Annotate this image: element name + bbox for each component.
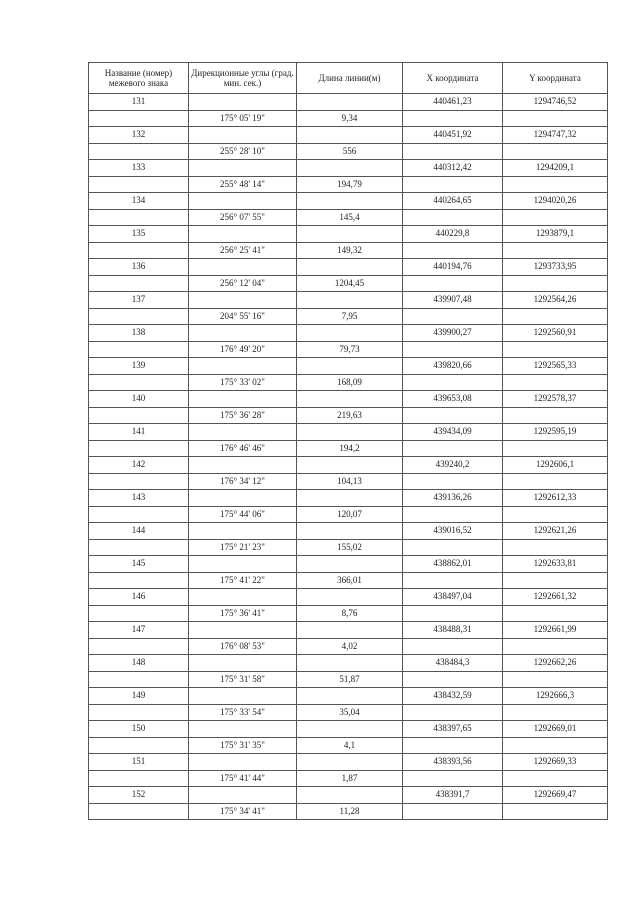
header-point-name: Название (номер) межевого знака xyxy=(89,63,189,94)
point-name-cell: 133 xyxy=(89,160,189,177)
empty-cell xyxy=(503,143,608,160)
empty-cell xyxy=(89,341,189,358)
empty-cell xyxy=(403,737,503,754)
empty-cell xyxy=(403,275,503,292)
line-length-cell: 556 xyxy=(297,143,403,160)
point-name-cell: 134 xyxy=(89,193,189,210)
x-coordinate-cell: 439434,09 xyxy=(403,424,503,441)
empty-cell xyxy=(297,655,403,672)
table-row xyxy=(89,754,608,771)
empty-cell xyxy=(189,160,297,177)
table-row xyxy=(89,721,608,738)
empty-cell xyxy=(503,704,608,721)
point-name-cell: 145 xyxy=(89,556,189,573)
y-coordinate-cell: 1292661,99 xyxy=(503,622,608,639)
table-row xyxy=(89,605,608,622)
empty-cell xyxy=(503,803,608,820)
empty-cell xyxy=(403,704,503,721)
line-length-cell: 9,34 xyxy=(297,110,403,127)
table-row xyxy=(89,259,608,276)
table-row xyxy=(89,622,608,639)
direction-angle-cell: 175° 33' 54" xyxy=(189,704,297,721)
empty-cell xyxy=(503,209,608,226)
x-coordinate-cell: 438488,31 xyxy=(403,622,503,639)
table-row xyxy=(89,671,608,688)
y-coordinate-cell: 1292669,33 xyxy=(503,754,608,771)
header-direction-angle: Дирекционные углы (град. мин. сек.) xyxy=(189,63,297,94)
x-coordinate-cell: 440451,92 xyxy=(403,127,503,144)
empty-cell xyxy=(189,622,297,639)
table-row xyxy=(89,655,608,672)
empty-cell xyxy=(189,754,297,771)
direction-angle-cell: 176° 34' 12" xyxy=(189,473,297,490)
header-row xyxy=(89,63,608,94)
empty-cell xyxy=(189,787,297,804)
line-length-cell: 149,32 xyxy=(297,242,403,259)
point-name-cell: 149 xyxy=(89,688,189,705)
empty-cell xyxy=(89,242,189,259)
line-length-cell: 4,1 xyxy=(297,737,403,754)
empty-cell xyxy=(403,341,503,358)
table-row xyxy=(89,407,608,424)
x-coordinate-cell: 440264,65 xyxy=(403,193,503,210)
y-coordinate-cell: 1292564,26 xyxy=(503,292,608,309)
empty-cell xyxy=(89,671,189,688)
empty-cell xyxy=(503,275,608,292)
empty-cell xyxy=(403,209,503,226)
empty-cell xyxy=(89,539,189,556)
empty-cell xyxy=(403,374,503,391)
y-coordinate-cell: 1292661,32 xyxy=(503,589,608,606)
empty-cell xyxy=(189,655,297,672)
empty-cell xyxy=(503,242,608,259)
line-length-cell: 1204,45 xyxy=(297,275,403,292)
line-length-cell: 104,13 xyxy=(297,473,403,490)
empty-cell xyxy=(403,572,503,589)
line-length-cell: 155,02 xyxy=(297,539,403,556)
empty-cell xyxy=(503,572,608,589)
point-name-cell: 131 xyxy=(89,94,189,111)
table-row xyxy=(89,803,608,820)
empty-cell xyxy=(189,457,297,474)
empty-cell xyxy=(189,193,297,210)
empty-cell xyxy=(403,407,503,424)
empty-cell xyxy=(89,440,189,457)
y-coordinate-cell: 1292595,19 xyxy=(503,424,608,441)
y-coordinate-cell: 1294747,32 xyxy=(503,127,608,144)
point-name-cell: 141 xyxy=(89,424,189,441)
empty-cell xyxy=(297,787,403,804)
empty-cell xyxy=(503,737,608,754)
empty-cell xyxy=(403,671,503,688)
empty-cell xyxy=(403,473,503,490)
table-row xyxy=(89,209,608,226)
line-length-cell: 51,87 xyxy=(297,671,403,688)
table-row xyxy=(89,325,608,342)
table-row xyxy=(89,358,608,375)
direction-angle-cell: 255° 28' 10" xyxy=(189,143,297,160)
point-name-cell: 144 xyxy=(89,523,189,540)
y-coordinate-cell: 1292612,33 xyxy=(503,490,608,507)
empty-cell xyxy=(89,110,189,127)
empty-cell xyxy=(403,539,503,556)
table-row xyxy=(89,176,608,193)
table-row xyxy=(89,242,608,259)
y-coordinate-cell: 1292621,26 xyxy=(503,523,608,540)
x-coordinate-cell: 438497,04 xyxy=(403,589,503,606)
table-row xyxy=(89,143,608,160)
direction-angle-cell: 255° 48' 14" xyxy=(189,176,297,193)
empty-cell xyxy=(297,358,403,375)
empty-cell xyxy=(403,110,503,127)
empty-cell xyxy=(297,259,403,276)
table-row xyxy=(89,391,608,408)
point-name-cell: 138 xyxy=(89,325,189,342)
line-length-cell: 8,76 xyxy=(297,605,403,622)
empty-cell xyxy=(189,325,297,342)
point-name-cell: 143 xyxy=(89,490,189,507)
empty-cell xyxy=(189,94,297,111)
empty-cell xyxy=(89,176,189,193)
empty-cell xyxy=(503,473,608,490)
line-length-cell: 366,01 xyxy=(297,572,403,589)
empty-cell xyxy=(297,391,403,408)
empty-cell xyxy=(297,556,403,573)
y-coordinate-cell: 1292606,1 xyxy=(503,457,608,474)
table-row xyxy=(89,127,608,144)
point-name-cell: 151 xyxy=(89,754,189,771)
coordinates-table xyxy=(88,62,608,820)
table-row xyxy=(89,275,608,292)
y-coordinate-cell: 1292669,47 xyxy=(503,787,608,804)
empty-cell xyxy=(189,391,297,408)
table-row xyxy=(89,160,608,177)
empty-cell xyxy=(503,407,608,424)
direction-angle-cell: 176° 46' 46" xyxy=(189,440,297,457)
header-y-coordinate: Y координата xyxy=(503,63,608,94)
empty-cell xyxy=(503,176,608,193)
line-length-cell: 35,04 xyxy=(297,704,403,721)
y-coordinate-cell: 1294209,1 xyxy=(503,160,608,177)
direction-angle-cell: 175° 21' 23" xyxy=(189,539,297,556)
table-row xyxy=(89,704,608,721)
empty-cell xyxy=(89,803,189,820)
table-row xyxy=(89,556,608,573)
empty-cell xyxy=(89,209,189,226)
header-line-length: Длина линии(м) xyxy=(297,63,403,94)
line-length-cell: 1,87 xyxy=(297,770,403,787)
direction-angle-cell: 256° 12' 04" xyxy=(189,275,297,292)
x-coordinate-cell: 439900,27 xyxy=(403,325,503,342)
x-coordinate-cell: 438432,59 xyxy=(403,688,503,705)
direction-angle-cell: 175° 41' 22" xyxy=(189,572,297,589)
line-length-cell: 7,95 xyxy=(297,308,403,325)
point-name-cell: 152 xyxy=(89,787,189,804)
table-row xyxy=(89,193,608,210)
y-coordinate-cell: 1292662,26 xyxy=(503,655,608,672)
empty-cell xyxy=(503,638,608,655)
x-coordinate-cell: 439136,26 xyxy=(403,490,503,507)
line-length-cell: 219,63 xyxy=(297,407,403,424)
point-name-cell: 136 xyxy=(89,259,189,276)
empty-cell xyxy=(297,754,403,771)
x-coordinate-cell: 439016,52 xyxy=(403,523,503,540)
x-coordinate-cell: 440461,23 xyxy=(403,94,503,111)
point-name-cell: 135 xyxy=(89,226,189,243)
direction-angle-cell: 175° 36' 28" xyxy=(189,407,297,424)
empty-cell xyxy=(297,325,403,342)
direction-angle-cell: 204° 55' 16" xyxy=(189,308,297,325)
table-row xyxy=(89,490,608,507)
empty-cell xyxy=(503,374,608,391)
empty-cell xyxy=(403,176,503,193)
y-coordinate-cell: 1292578,37 xyxy=(503,391,608,408)
empty-cell xyxy=(297,589,403,606)
direction-angle-cell: 175° 44' 06" xyxy=(189,506,297,523)
x-coordinate-cell: 438484,3 xyxy=(403,655,503,672)
y-coordinate-cell: 1292565,33 xyxy=(503,358,608,375)
x-coordinate-cell: 439820,66 xyxy=(403,358,503,375)
x-coordinate-cell: 440229,8 xyxy=(403,226,503,243)
empty-cell xyxy=(403,440,503,457)
x-coordinate-cell: 439907,48 xyxy=(403,292,503,309)
table-row xyxy=(89,440,608,457)
empty-cell xyxy=(503,671,608,688)
direction-angle-cell: 175° 05' 19" xyxy=(189,110,297,127)
y-coordinate-cell: 1292560,91 xyxy=(503,325,608,342)
coordinates-table-body xyxy=(89,94,608,820)
x-coordinate-cell: 439240,2 xyxy=(403,457,503,474)
point-name-cell: 139 xyxy=(89,358,189,375)
table-row xyxy=(89,457,608,474)
x-coordinate-cell: 438391,7 xyxy=(403,787,503,804)
point-name-cell: 147 xyxy=(89,622,189,639)
point-name-cell: 148 xyxy=(89,655,189,672)
x-coordinate-cell: 438393,56 xyxy=(403,754,503,771)
empty-cell xyxy=(89,374,189,391)
table-row xyxy=(89,737,608,754)
table-row xyxy=(89,308,608,325)
empty-cell xyxy=(189,424,297,441)
table-row xyxy=(89,424,608,441)
empty-cell xyxy=(403,242,503,259)
direction-angle-cell: 175° 41' 44" xyxy=(189,770,297,787)
direction-angle-cell: 176° 49' 20" xyxy=(189,341,297,358)
empty-cell xyxy=(297,490,403,507)
x-coordinate-cell: 439653,08 xyxy=(403,391,503,408)
empty-cell xyxy=(503,440,608,457)
empty-cell xyxy=(297,622,403,639)
empty-cell xyxy=(297,292,403,309)
y-coordinate-cell: 1292669,01 xyxy=(503,721,608,738)
point-name-cell: 140 xyxy=(89,391,189,408)
line-length-cell: 168,09 xyxy=(297,374,403,391)
table-row xyxy=(89,226,608,243)
table-row xyxy=(89,589,608,606)
point-name-cell: 137 xyxy=(89,292,189,309)
empty-cell xyxy=(189,688,297,705)
table-row xyxy=(89,292,608,309)
table-row xyxy=(89,110,608,127)
direction-angle-cell: 256° 07' 55" xyxy=(189,209,297,226)
empty-cell xyxy=(403,770,503,787)
table-row xyxy=(89,638,608,655)
empty-cell xyxy=(189,556,297,573)
table-row xyxy=(89,506,608,523)
table-row xyxy=(89,539,608,556)
boundary-coordinates-sheet xyxy=(88,62,607,820)
table-row xyxy=(89,341,608,358)
empty-cell xyxy=(189,721,297,738)
y-coordinate-cell: 1293879,1 xyxy=(503,226,608,243)
empty-cell xyxy=(403,506,503,523)
line-length-cell: 79,73 xyxy=(297,341,403,358)
empty-cell xyxy=(403,638,503,655)
empty-cell xyxy=(189,226,297,243)
empty-cell xyxy=(89,704,189,721)
empty-cell xyxy=(89,506,189,523)
empty-cell xyxy=(297,226,403,243)
empty-cell xyxy=(297,457,403,474)
empty-cell xyxy=(89,605,189,622)
y-coordinate-cell: 1293733,95 xyxy=(503,259,608,276)
direction-angle-cell: 175° 31' 58" xyxy=(189,671,297,688)
empty-cell xyxy=(89,770,189,787)
empty-cell xyxy=(503,770,608,787)
empty-cell xyxy=(189,523,297,540)
empty-cell xyxy=(297,127,403,144)
table-row xyxy=(89,94,608,111)
direction-angle-cell: 175° 36' 41" xyxy=(189,605,297,622)
table-row xyxy=(89,374,608,391)
empty-cell xyxy=(89,275,189,292)
point-name-cell: 142 xyxy=(89,457,189,474)
point-name-cell: 146 xyxy=(89,589,189,606)
empty-cell xyxy=(503,506,608,523)
x-coordinate-cell: 440194,76 xyxy=(403,259,503,276)
empty-cell xyxy=(189,358,297,375)
table-row xyxy=(89,572,608,589)
empty-cell xyxy=(297,424,403,441)
empty-cell xyxy=(503,539,608,556)
line-length-cell: 194,79 xyxy=(297,176,403,193)
empty-cell xyxy=(503,110,608,127)
empty-cell xyxy=(89,407,189,424)
x-coordinate-cell: 440312,42 xyxy=(403,160,503,177)
header-x-coordinate: X координата xyxy=(403,63,503,94)
empty-cell xyxy=(297,688,403,705)
empty-cell xyxy=(403,143,503,160)
line-length-cell: 145,4 xyxy=(297,209,403,226)
y-coordinate-cell: 1292633,81 xyxy=(503,556,608,573)
direction-angle-cell: 256° 25' 41" xyxy=(189,242,297,259)
empty-cell xyxy=(297,523,403,540)
empty-cell xyxy=(503,605,608,622)
table-row xyxy=(89,473,608,490)
empty-cell xyxy=(189,292,297,309)
line-length-cell: 11,28 xyxy=(297,803,403,820)
empty-cell xyxy=(89,572,189,589)
line-length-cell: 120,07 xyxy=(297,506,403,523)
empty-cell xyxy=(89,308,189,325)
x-coordinate-cell: 438862,01 xyxy=(403,556,503,573)
empty-cell xyxy=(503,341,608,358)
direction-angle-cell: 175° 33' 02" xyxy=(189,374,297,391)
direction-angle-cell: 175° 34' 41" xyxy=(189,803,297,820)
empty-cell xyxy=(503,308,608,325)
line-length-cell: 4,02 xyxy=(297,638,403,655)
empty-cell xyxy=(189,127,297,144)
y-coordinate-cell: 1292666,3 xyxy=(503,688,608,705)
empty-cell xyxy=(403,605,503,622)
empty-cell xyxy=(297,94,403,111)
x-coordinate-cell: 438397,65 xyxy=(403,721,503,738)
table-row xyxy=(89,523,608,540)
table-row xyxy=(89,770,608,787)
empty-cell xyxy=(89,638,189,655)
direction-angle-cell: 176° 08' 53" xyxy=(189,638,297,655)
empty-cell xyxy=(403,803,503,820)
empty-cell xyxy=(297,193,403,210)
empty-cell xyxy=(189,589,297,606)
line-length-cell: 194,2 xyxy=(297,440,403,457)
empty-cell xyxy=(89,143,189,160)
y-coordinate-cell: 1294746,52 xyxy=(503,94,608,111)
empty-cell xyxy=(297,160,403,177)
empty-cell xyxy=(403,308,503,325)
table-row xyxy=(89,787,608,804)
point-name-cell: 132 xyxy=(89,127,189,144)
y-coordinate-cell: 1294020,26 xyxy=(503,193,608,210)
empty-cell xyxy=(89,737,189,754)
empty-cell xyxy=(89,473,189,490)
empty-cell xyxy=(297,721,403,738)
table-row xyxy=(89,688,608,705)
direction-angle-cell: 175° 31' 35" xyxy=(189,737,297,754)
empty-cell xyxy=(189,259,297,276)
point-name-cell: 150 xyxy=(89,721,189,738)
empty-cell xyxy=(189,490,297,507)
